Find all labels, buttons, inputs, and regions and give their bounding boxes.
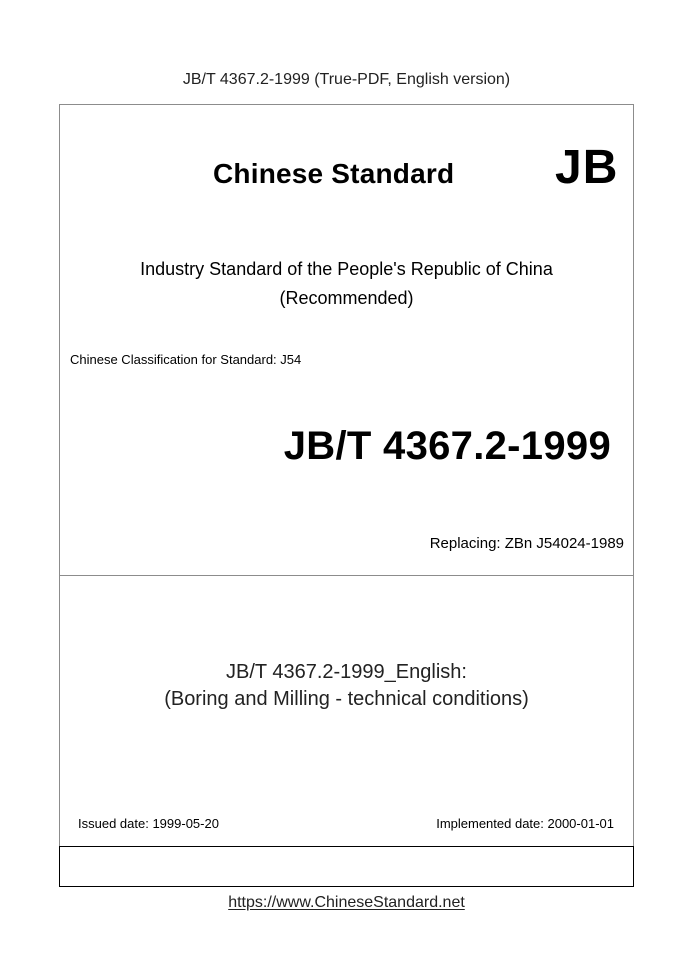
document-title-line1: JB/T 4367.2-1999_English: (226, 661, 467, 683)
implemented-date: Implemented date: 2000-01-01 (436, 816, 614, 831)
cover-middle-frame (59, 575, 634, 847)
website-link[interactable]: https://www.ChineseStandard.net (228, 894, 465, 911)
website-link-container (0, 894, 693, 912)
document-title-line2: (Boring and Milling - technical conditions) (164, 688, 529, 710)
standard-number: JB/T 4367.2-1999 (283, 424, 611, 468)
replacing-label: Replacing: ZBn J54024-1989 (429, 535, 624, 552)
jb-logo: JB (555, 141, 619, 194)
cover-heading: Chinese Standard (213, 158, 455, 189)
industry-standard-line: Industry Standard of the People's Republic of China (140, 259, 553, 279)
issued-date: Issued date: 1999-05-20 (78, 816, 219, 831)
classification-label: Chinese Classification for Standard: J54 (70, 352, 302, 367)
page-header-title: JB/T 4367.2-1999 (True-PDF, English version) (182, 71, 511, 88)
recommended-label: (Recommended) (279, 288, 414, 308)
cover-bottom-frame (59, 846, 634, 887)
